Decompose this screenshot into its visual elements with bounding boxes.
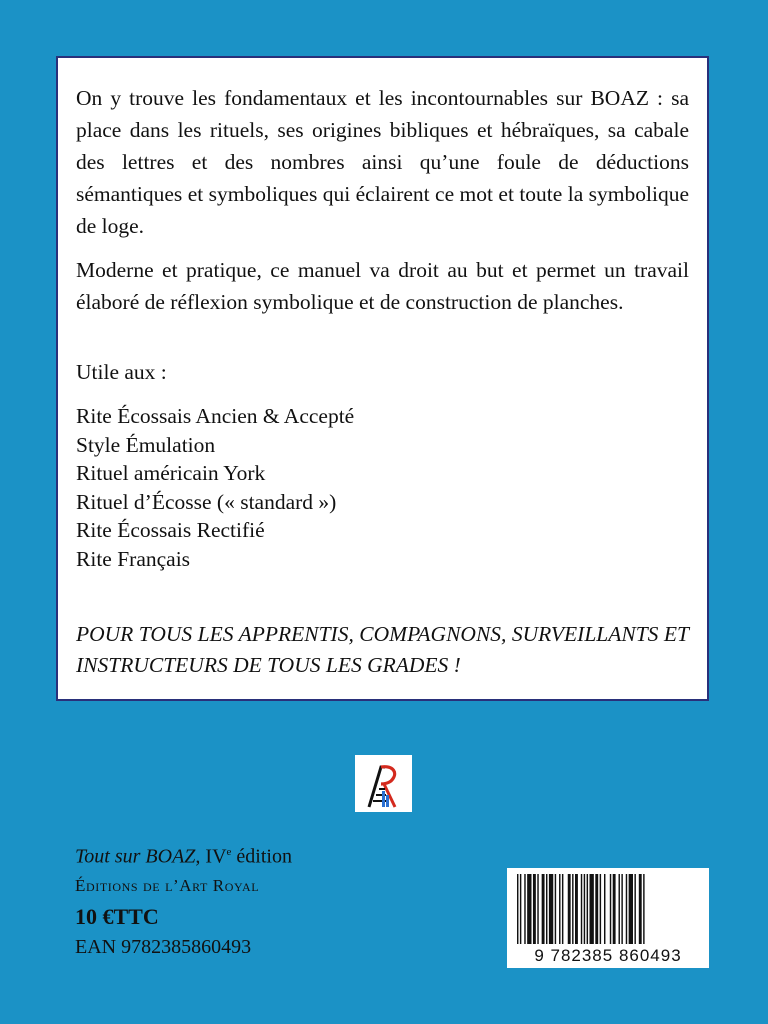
utile-label: Utile aux : xyxy=(76,360,167,384)
closing-statement: POUR TOUS LES APPRENTIS, COMPAGNONS, SURVEILLANTS ET INSTRUCTEURS DE TOUS LES GRADES ! xyxy=(76,622,689,677)
book-title: Tout sur BOAZ, xyxy=(75,845,201,868)
price: 10 €TTC xyxy=(75,903,159,929)
rite-item: Rite Français xyxy=(76,546,191,571)
rite-item: Style Émulation xyxy=(76,432,216,457)
ean-code: EAN 9782385860493 xyxy=(75,935,252,958)
blurb-paragraph-2: Moderne et pratique, ce manuel va droit au but et permet un travail élaboré de réflexion symbolique et de construction de planches. xyxy=(76,258,689,314)
rite-item: Rite Écossais Rectifié xyxy=(76,518,265,542)
barcode xyxy=(507,868,709,968)
barcode-bars-icon xyxy=(507,868,709,948)
edition-sup: e xyxy=(226,846,232,858)
blurb-panel xyxy=(56,56,709,701)
edition-word: édition xyxy=(236,845,292,868)
edition-line xyxy=(75,838,292,871)
rite-item: Rituel d’Écosse (« standard ») xyxy=(76,489,337,514)
blurb-paragraph-1: On y trouve les fondamentaux et les incontournables sur BOAZ : sa place dans les rituels, ses origines bibliques et hébraïques, sa cabale des lettres et des nombres ainsi qu’une foule de déductions sémantiques et symboliques qui éclairent ce mot et toute la symbolique de loge. xyxy=(76,86,689,238)
footer-info xyxy=(75,838,292,961)
rite-item: Rituel américain York xyxy=(76,461,266,485)
publisher-name: Éditions de l’Art Royal xyxy=(75,875,260,895)
rite-item: Rite Écossais Ancien & Accepté xyxy=(76,404,355,428)
barcode-digits: 9 782385 860493 xyxy=(534,946,682,965)
edition-number: IV xyxy=(205,845,227,868)
rites-list xyxy=(76,402,689,573)
publisher-logo-icon xyxy=(355,755,412,812)
